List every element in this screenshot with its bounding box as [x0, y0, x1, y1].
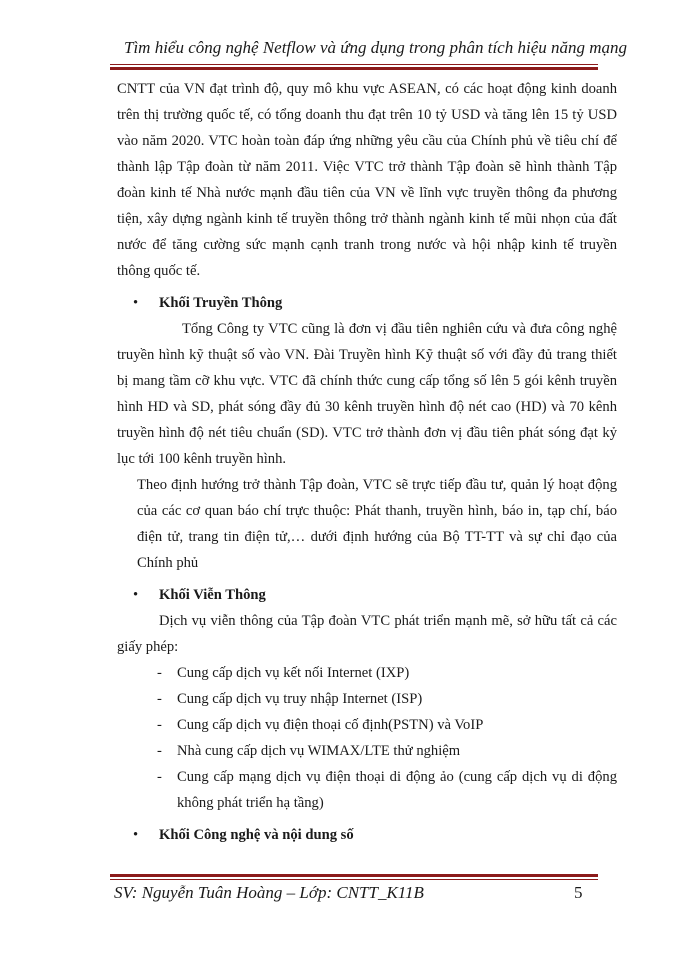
list-item-text: Cung cấp mạng dịch vụ điện thoại di động ảo (cung cấp dịch vụ di động không phát triển hạ tầng): [177, 769, 617, 811]
section-heading-vien-thong: [117, 582, 617, 608]
footer-rule-thin: [110, 879, 598, 880]
section-title: Khối Truyền Thông: [159, 295, 283, 311]
list-item: [117, 660, 617, 686]
dash-icon: -: [157, 717, 162, 733]
dash-icon: -: [157, 691, 162, 707]
list-item: [117, 764, 617, 816]
header-title: Tìm hiểu công nghệ Netflow và ứng dụng trong phân tích hiệu năng mạng: [124, 38, 628, 57]
paragraph-vien-thong: Dịch vụ viễn thông của Tập đoàn VTC phát triển mạnh mẽ, sở hữu tất cả các giấy phép:: [117, 613, 617, 655]
list-item: [117, 738, 617, 764]
header-rule-thick: [110, 67, 598, 70]
list-item-text: Cung cấp dịch vụ điện thoại cố định(PSTN) và VoIP: [177, 717, 484, 733]
license-list: [117, 660, 617, 816]
header-rule-thin: [110, 64, 598, 65]
list-item-text: Cung cấp dịch vụ kết nối Internet (IXP): [177, 665, 410, 681]
section-heading-truyen-thong: [117, 290, 617, 316]
page-number: 5: [574, 883, 583, 902]
list-item: [117, 712, 617, 738]
paragraph-intro: CNTT của VN đạt trình độ, quy mô khu vực ASEAN, có các hoạt động kinh doanh trên thị trường quốc tế, có tổng doanh thu đạt trên 10 tỷ USD và tăng lên 15 tỷ USD vào năm 2020. VTC hoàn toàn đáp ứng những yêu cầu của Chính phủ về tiêu chí để thành lập Tập đoàn từ năm 2011. Việc VTC trở thành Tập đoàn sẽ hình thành Tập đoàn kinh tế Nhà nước mạnh đầu tiên của VN về lĩnh vực truyền thông đa phương tiện, xây dựng ngành kinh tế truyền thông trở thành ngành kinh tế mũi nhọn của đất nước để tăng cường sức mạnh cạnh tranh trong nước và hội nhập kinh tế truyền thông quốc tế.: [117, 81, 617, 279]
list-item-text: Nhà cung cấp dịch vụ WIMAX/LTE thử nghiệm: [177, 743, 461, 759]
paragraph-truyen-thong: Tổng Công ty VTC cũng là đơn vị đầu tiên nghiên cứu và đưa công nghệ truyền hình kỹ thuật số vào VN. Đài Truyền hình Kỹ thuật số với đầy đủ trang thiết bị mang tầm cỡ khu vực. VTC đã chính thức cung cấp tổng số lên 5 gói kênh truyền hình HD và SD, phát sóng đầy đủ 30 kênh truyền hình độ nét cao (HD) và 70 kênh truyền hình độ nét tiêu chuẩn (SD). VTC trở thành đơn vị đầu tiên phát sóng đạt kỷ lục tới 100 kênh truyền hình.: [117, 321, 617, 467]
list-item: [117, 686, 617, 712]
list-item-text: Cung cấp dịch vụ truy nhập Internet (ISP): [177, 691, 423, 707]
footer-rule-thick: [110, 874, 598, 877]
bullet-icon: •: [133, 827, 139, 843]
dash-icon: -: [157, 769, 162, 785]
page-body: [117, 76, 617, 848]
bullet-icon: •: [133, 295, 139, 311]
footer-author: SV: Nguyễn Tuân Hoàng – Lớp: CNTT_K11B: [114, 883, 424, 902]
dash-icon: -: [157, 743, 162, 759]
section-heading-cong-nghe: [117, 822, 617, 848]
section-title: Khối Công nghệ và nội dung số: [159, 827, 354, 843]
dash-icon: -: [157, 665, 162, 681]
bullet-icon: •: [133, 587, 139, 603]
paragraph-dinh-huong: Theo định hướng trở thành Tập đoàn, VTC sẽ trực tiếp đầu tư, quản lý hoạt động của các cơ quan báo chí trực thuộc: Phát thanh, truyền hình, báo in, tạp chí, báo điện tử, trang tin điện tử,… dưới định hướng của Bộ TT-TT và sự chỉ đạo của Chính phủ: [137, 477, 617, 571]
section-title: Khối Viễn Thông: [159, 587, 266, 603]
